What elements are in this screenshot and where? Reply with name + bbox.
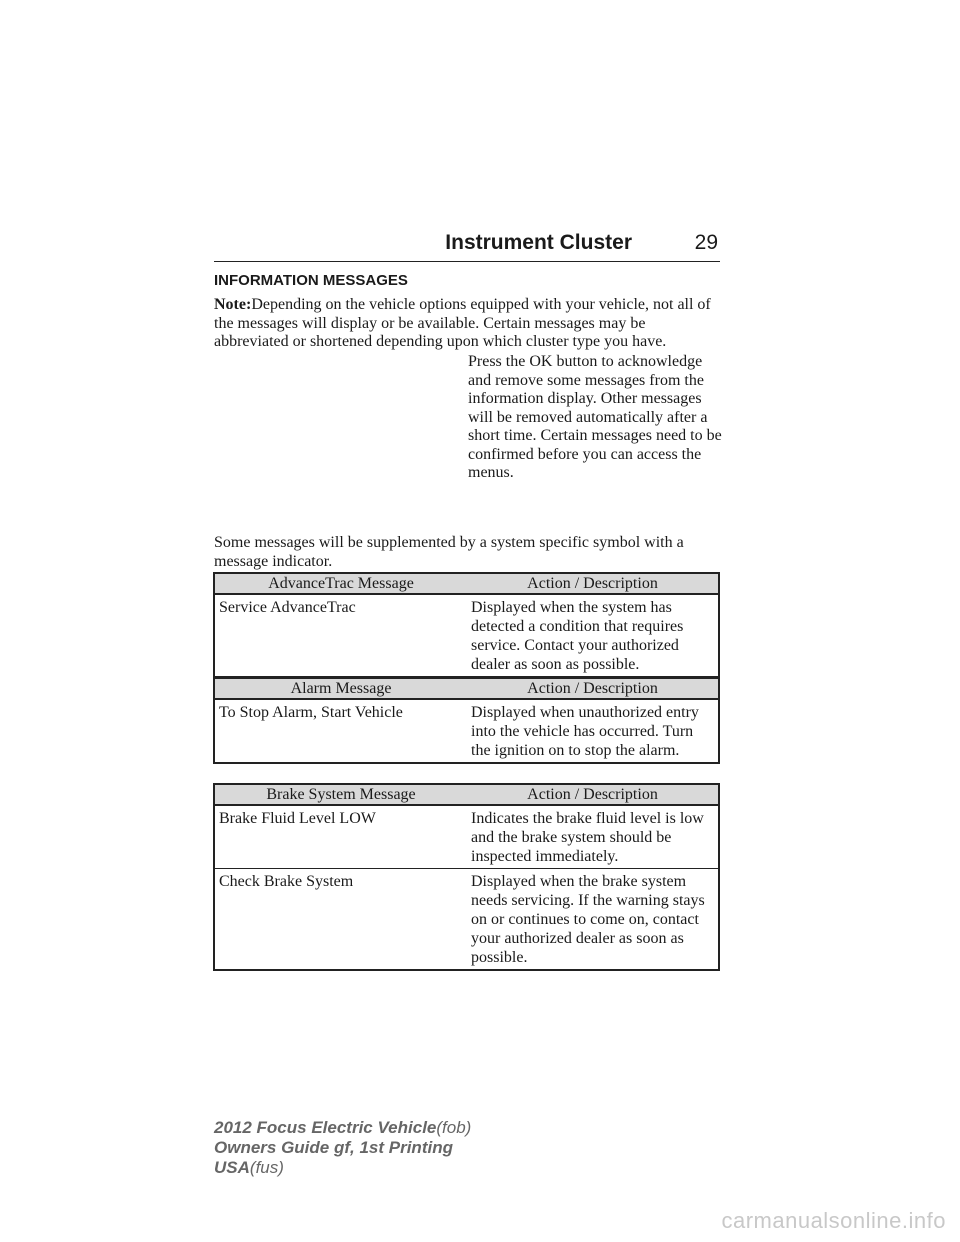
footer-market: USA	[214, 1158, 250, 1177]
message-cell: To Stop Alarm, Start Vehicle	[214, 699, 467, 763]
message-cell: Brake Fluid Level LOW	[214, 805, 467, 869]
footer-market-code: (fus)	[249, 1158, 284, 1177]
table-header: AdvanceTrac Message	[214, 573, 467, 594]
table-header: Action / Description	[467, 784, 719, 805]
alarm-message-table	[213, 677, 720, 764]
note-paragraph	[214, 296, 724, 352]
footer-vehicle-code: (fob)	[436, 1118, 472, 1137]
ok-button-paragraph: Press the OK button to acknowledge and remove some messages from the information display. Other messages will be removed automatically after a short time. Certain messages need to be confirmed before you can access the menus.	[468, 353, 722, 481]
description-cell: Displayed when the system has detected a condition that requires service. Contact your authorized dealer as soon as possible.	[467, 594, 719, 677]
table-header: Brake System Message	[214, 784, 467, 805]
table-row	[214, 869, 719, 971]
message-cell: Check Brake System	[214, 869, 467, 971]
section-heading: INFORMATION MESSAGES	[214, 272, 408, 289]
table-row	[214, 699, 719, 763]
note-text: Depending on the vehicle options equipped with your vehicle, not all of the messages will display or be available. Certain messages may be abbreviated or shortened depending upon which cluster type you have.	[214, 296, 711, 350]
page-number: 29	[694, 231, 718, 254]
table-header: Action / Description	[467, 678, 719, 699]
symbol-paragraph: Some messages will be supplemented by a system specific symbol with a message indicator.	[214, 534, 684, 570]
footer-guide: Owners Guide gf, 1st Printing	[214, 1138, 453, 1157]
message-cell: Service AdvanceTrac	[214, 594, 467, 677]
header-title: Instrument Cluster	[445, 231, 632, 254]
footer	[214, 1118, 471, 1178]
description-cell: Displayed when unauthorized entry into the vehicle has occurred. Turn the ignition on to stop the alarm.	[467, 699, 719, 763]
description-cell: Displayed when the brake system needs servicing. If the warning stays on or continues to come on, contact your authorized dealer as soon as possible.	[467, 869, 719, 971]
watermark: carmanualsonline.info	[721, 1208, 946, 1233]
page-header	[214, 229, 720, 262]
description-cell: Indicates the brake fluid level is low and the brake system should be inspected immediately.	[467, 805, 719, 869]
note-label: Note:	[214, 296, 252, 313]
table-header: Alarm Message	[214, 678, 467, 699]
table-header: Action / Description	[467, 573, 719, 594]
brake-system-message-table	[213, 783, 720, 971]
advancetrac-message-table	[213, 572, 720, 678]
table-row	[214, 594, 719, 677]
footer-vehicle: 2012 Focus Electric Vehicle	[214, 1118, 437, 1137]
table-row	[214, 805, 719, 869]
